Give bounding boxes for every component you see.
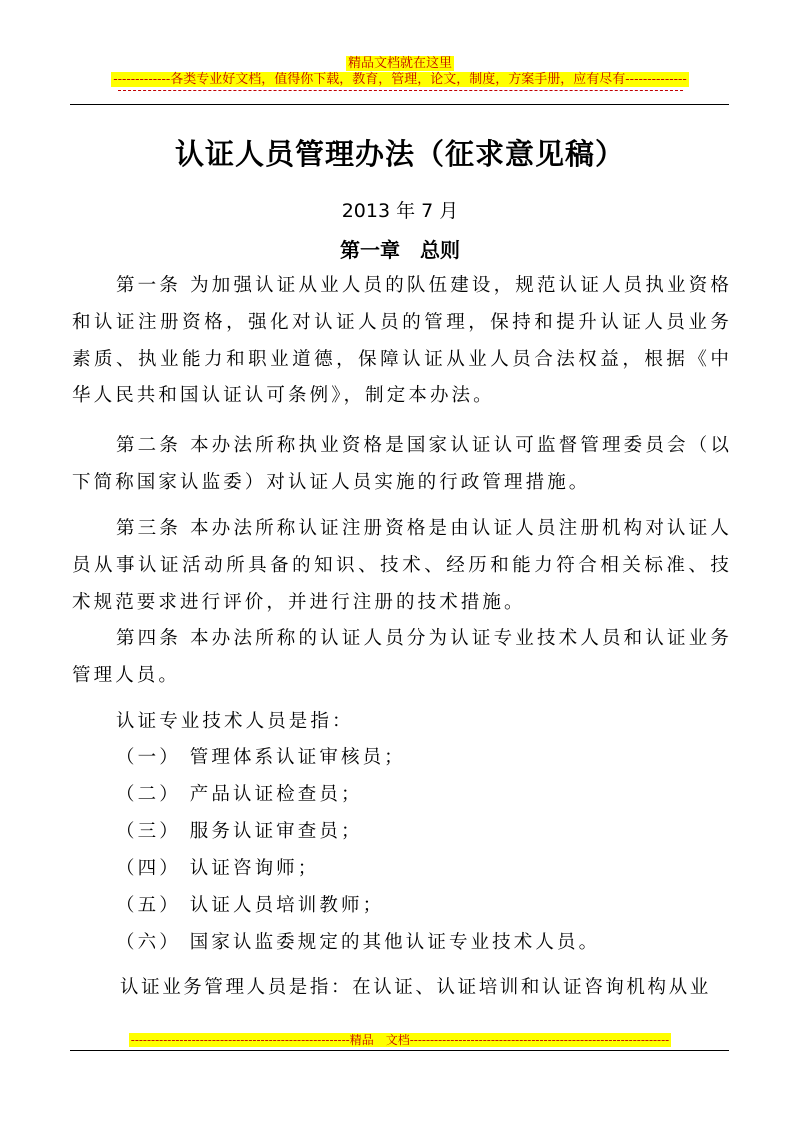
list-item: （二） 产品认证检查员；: [116, 784, 363, 805]
list-item: （六） 国家认监委规定的其他认证专业技术人员。: [116, 932, 601, 953]
article-3: 第三条 本办法所称认证注册资格是由认证人员注册机构对认证人员从事认证活动所具备的知识、技术、经历和能力符合相关标准、技术规范要求进行评价，并进行注册的技术措施。: [72, 518, 732, 613]
chapter-heading: 第一章 总则: [340, 238, 460, 262]
document-date: 2013 年 7 月: [341, 200, 459, 222]
list-item: （四） 认证咨询师；: [116, 858, 320, 879]
header-line1: [0, 56, 800, 71]
list-item: （三） 服务认证审查员；: [116, 821, 363, 842]
footer-banner: ------------------------------------------------------精品 文档----------------------------------------------------------------: [130, 1033, 670, 1047]
header-banner-top: 精品文档就在这里: [347, 56, 452, 71]
list-item: （一） 管理体系认证审核员；: [116, 747, 406, 768]
article-2: 第二条 本办法所称执业资格是国家认证认可监督管理委员会（以下简称国家认监委）对认证人员实施的行政管理措施。: [72, 435, 732, 493]
header-rule: [70, 104, 729, 105]
tech-staff-intro: 认证专业技术人员是指：: [116, 711, 354, 732]
header-dashed-rule: [118, 90, 683, 91]
mgmt-staff-intro: 认证业务管理人员是指：在认证、认证培训和认证咨询机构从业: [120, 977, 711, 998]
header-banner-bottom: -------------各类专业好文档，值得你下载，教育，管理，论文，制度，方案手册，应有尽有--------------: [113, 72, 687, 87]
article-4: 第四条 本办法所称的认证人员分为认证专业技术人员和认证业务管理人员。: [72, 628, 732, 686]
list-item: （五） 认证人员培训教师；: [116, 895, 385, 916]
article-1: 第一条 为加强认证从业人员的队伍建设，规范认证人员执业资格和认证注册资格，强化对认证人员的管理，保持和提升认证人员业务素质、执业能力和职业道德，保障认证从业人员合法权益，根据《中华人民共和国认证认可条例》，制定本办法。: [72, 275, 732, 407]
footer-rule: [70, 1050, 729, 1051]
footer-line: [0, 1033, 800, 1047]
document-title: 认证人员管理办法（征求意见稿）: [174, 137, 625, 171]
header-line2: [0, 72, 800, 87]
